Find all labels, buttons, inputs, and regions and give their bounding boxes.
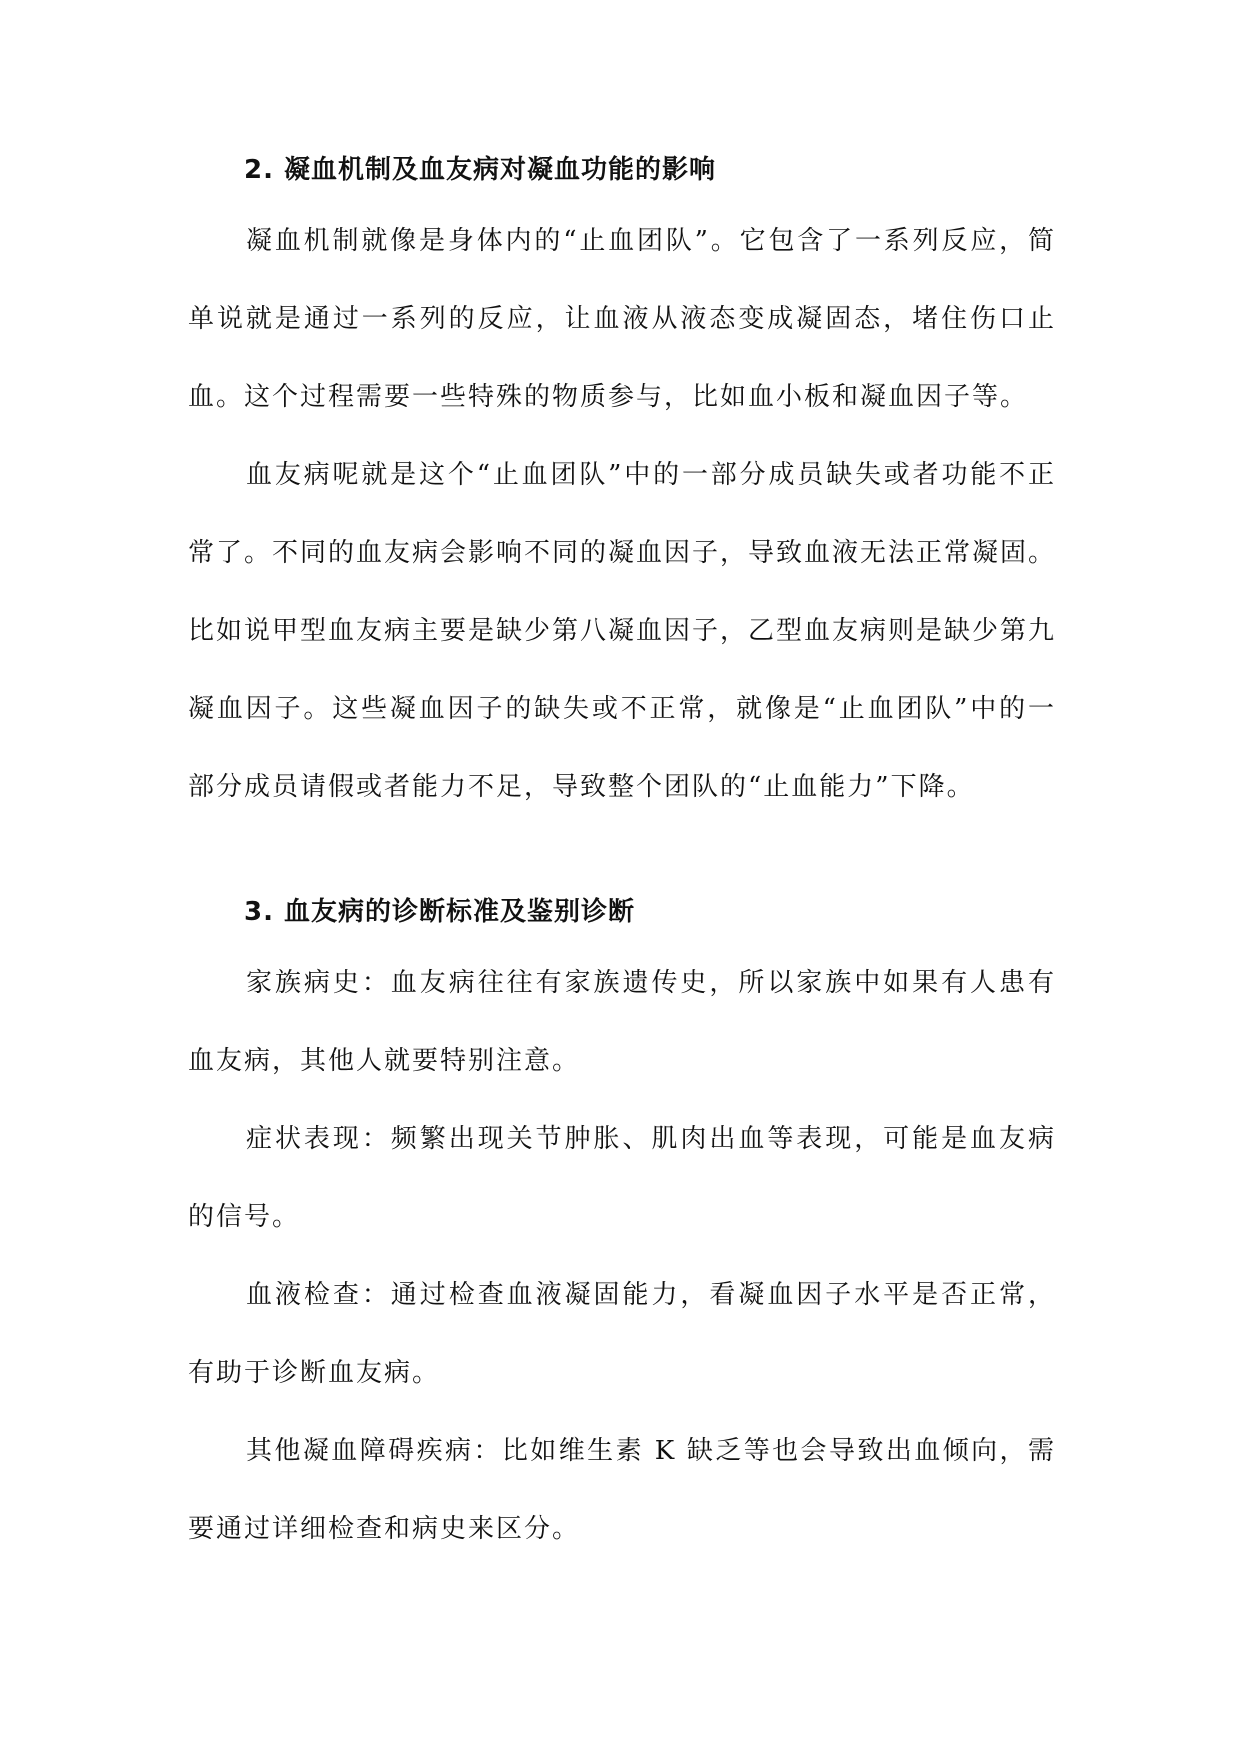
section-heading-coagulation: 2. 凝血机制及血友病对凝血功能的影响 xyxy=(244,155,717,185)
paragraph: 其他凝血障碍疾病：比如维生素 K 缺乏等也会导致出血倾向，需要通过详细检查和病史来区分。 xyxy=(188,1436,1056,1544)
section-heading-diagnosis: 3. 血友病的诊断标准及鉴别诊断 xyxy=(244,897,636,927)
paragraph: 症状表现：频繁出现关节肿胀、肌肉出血等表现，可能是血友病的信号。 xyxy=(188,1124,1056,1232)
paragraph: 血液检查：通过检查血液凝固能力，看凝血因子水平是否正常，有助于诊断血友病。 xyxy=(188,1280,1056,1388)
paragraph: 家族病史：血友病往往有家族遗传史，所以家族中如果有人患有血友病，其他人就要特别注意。 xyxy=(188,968,1056,1076)
paragraph: 血友病呢就是这个“止血团队”中的一部分成员缺失或者功能不正常了。不同的血友病会影响不同的凝血因子，导致血液无法正常凝固。比如说甲型血友病主要是缺少第八凝血因子，乙型血友病则是缺少第九凝血因子。这些凝血因子的缺失或不正常，就像是“止血团队”中的一部分成员请假或者能力不足，导致整个团队的“止血能力”下降。 xyxy=(188,460,1057,802)
paragraph: 凝血机制就像是身体内的“止血团队”。它包含了一系列反应，简单说就是通过一系列的反应，让血液从液态变成凝固态，堵住伤口止血。这个过程需要一些特殊的物质参与，比如血小板和凝血因子等。 xyxy=(188,226,1056,412)
document-body xyxy=(188,140,1056,1568)
